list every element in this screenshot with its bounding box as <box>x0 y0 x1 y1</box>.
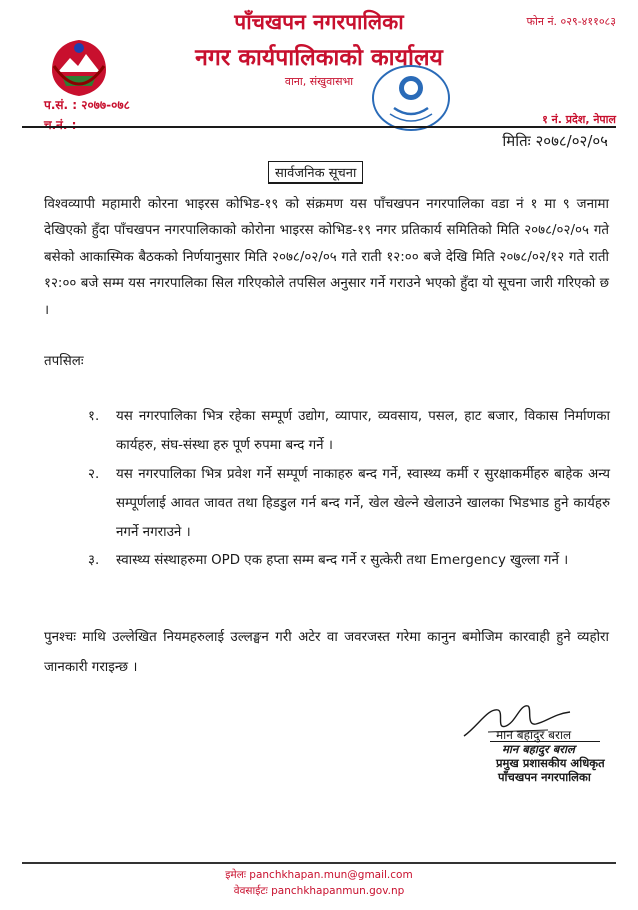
list-item-number: ३. <box>88 553 100 568</box>
signer-organization: पाँचखपन नगरपालिका <box>498 770 591 784</box>
footer-website: वेवसाईटः panchkhapanmun.gov.np <box>233 885 405 897</box>
notice-date: मितिः २०७८/०२/०५ <box>502 132 608 150</box>
list-item <box>88 460 610 550</box>
closing-note: पुनश्चः माथि उल्लेखित नियमहरुलाई उल्लङ्घन गरी अटेर वा जवरजस्त गरेमा कानुन बमोजिम कारवाही हुने व्यहोरा जानकारी गराइन्छ । <box>44 630 609 675</box>
footer-email: इमेलः panchkhapan.mun@gmail.com <box>225 869 413 881</box>
office-name: नगर कार्यपालिकाको कार्यालय <box>195 45 443 71</box>
list-item-text: यस नगरपालिका भित्र रहेका सम्पूर्ण उद्योग, व्यापार, व्यवसाय, पसल, हाट बजार, विकास निर्माणका कार्यहरु, संघ-संस्था हरु पूर्ण रुपमा बन्द गर्ने । <box>116 409 610 453</box>
signer-name-stamp: मान बहादुर बराल <box>502 742 575 756</box>
signer-designation: प्रमुख प्रशासकीय अधिकृत <box>496 756 605 770</box>
reference-number: प.सं. : २०७७-०७८ <box>44 98 130 112</box>
list-item-text: स्वास्थ्य संस्थाहरुमा OPD एक हप्ता सम्म बन्द गर्ने र सुत्केरी तथा Emergency खुल्ला गर्ने । <box>116 553 569 568</box>
province-label: १ नं. प्रदेश, नेपाल <box>542 113 616 126</box>
list-item-number: १. <box>88 409 100 424</box>
phone-number: फोन नं. ०२९-४११०८३ <box>526 15 616 28</box>
notice-title: सार्वजनिक सूचना <box>268 161 363 184</box>
list-item <box>88 546 610 606</box>
dispatch-number: च.नं. : <box>44 118 77 132</box>
list-item <box>88 402 610 462</box>
list-item-number: २. <box>88 467 100 482</box>
footer-divider <box>22 862 616 864</box>
header-divider <box>22 126 616 128</box>
notice-body-paragraph: विश्वव्यापी महामारी कोरना भाइरस कोभिड-१९ को संक्रमण यस पाँचखपन नगरपालिका वडा नं १ मा ९ जनामा देखिएको हुँदा पाँचखपन नगरपालिकाको कोरोना भाइरस कोभिड-१९ नगर प्रतिकार्य समितिको मिति २०७८/०२/०५ गते बसेको आकास्मिक बैठकको निर्णयानुसार मिति २०७८/०२/०५ गते राती १२:०० बजे देखि मिति २०७८/०२/१२ गते राती १२:०० बजे सम्म यस नगरपालिका सिल गरिएकोले तपसिल अनुसार गर्ने गराउने भएको हुँदा यो सूचना जारी गरिएको छ । <box>44 197 609 318</box>
signature-line <box>490 741 600 742</box>
list-item-text: यस नगरपालिका भित्र प्रवेश गर्ने सम्पूर्ण नाकाहरु बन्द गर्ने, स्वास्थ्य कर्मी र सुरक्षाकर्मीहरु बाहेक अन्य सम्पूर्णलाई आवत जावत तथा हिडडुल गर्न बन्द गर्ने, खेल खेल्ने खेलाउने खालका भिडभाड हुने कार्यहरु नगर्ने नगराउने । <box>116 467 610 540</box>
tapasil-label: तपसिलः <box>44 354 84 369</box>
office-location: वाना, संखुवासभा <box>284 75 354 88</box>
office-stamp-logo <box>368 62 454 134</box>
municipality-name: पाँचखपन नगरपालिका <box>234 10 404 34</box>
signer-name: मान बहादुर बराल <box>496 728 572 742</box>
signature-block <box>462 728 605 784</box>
